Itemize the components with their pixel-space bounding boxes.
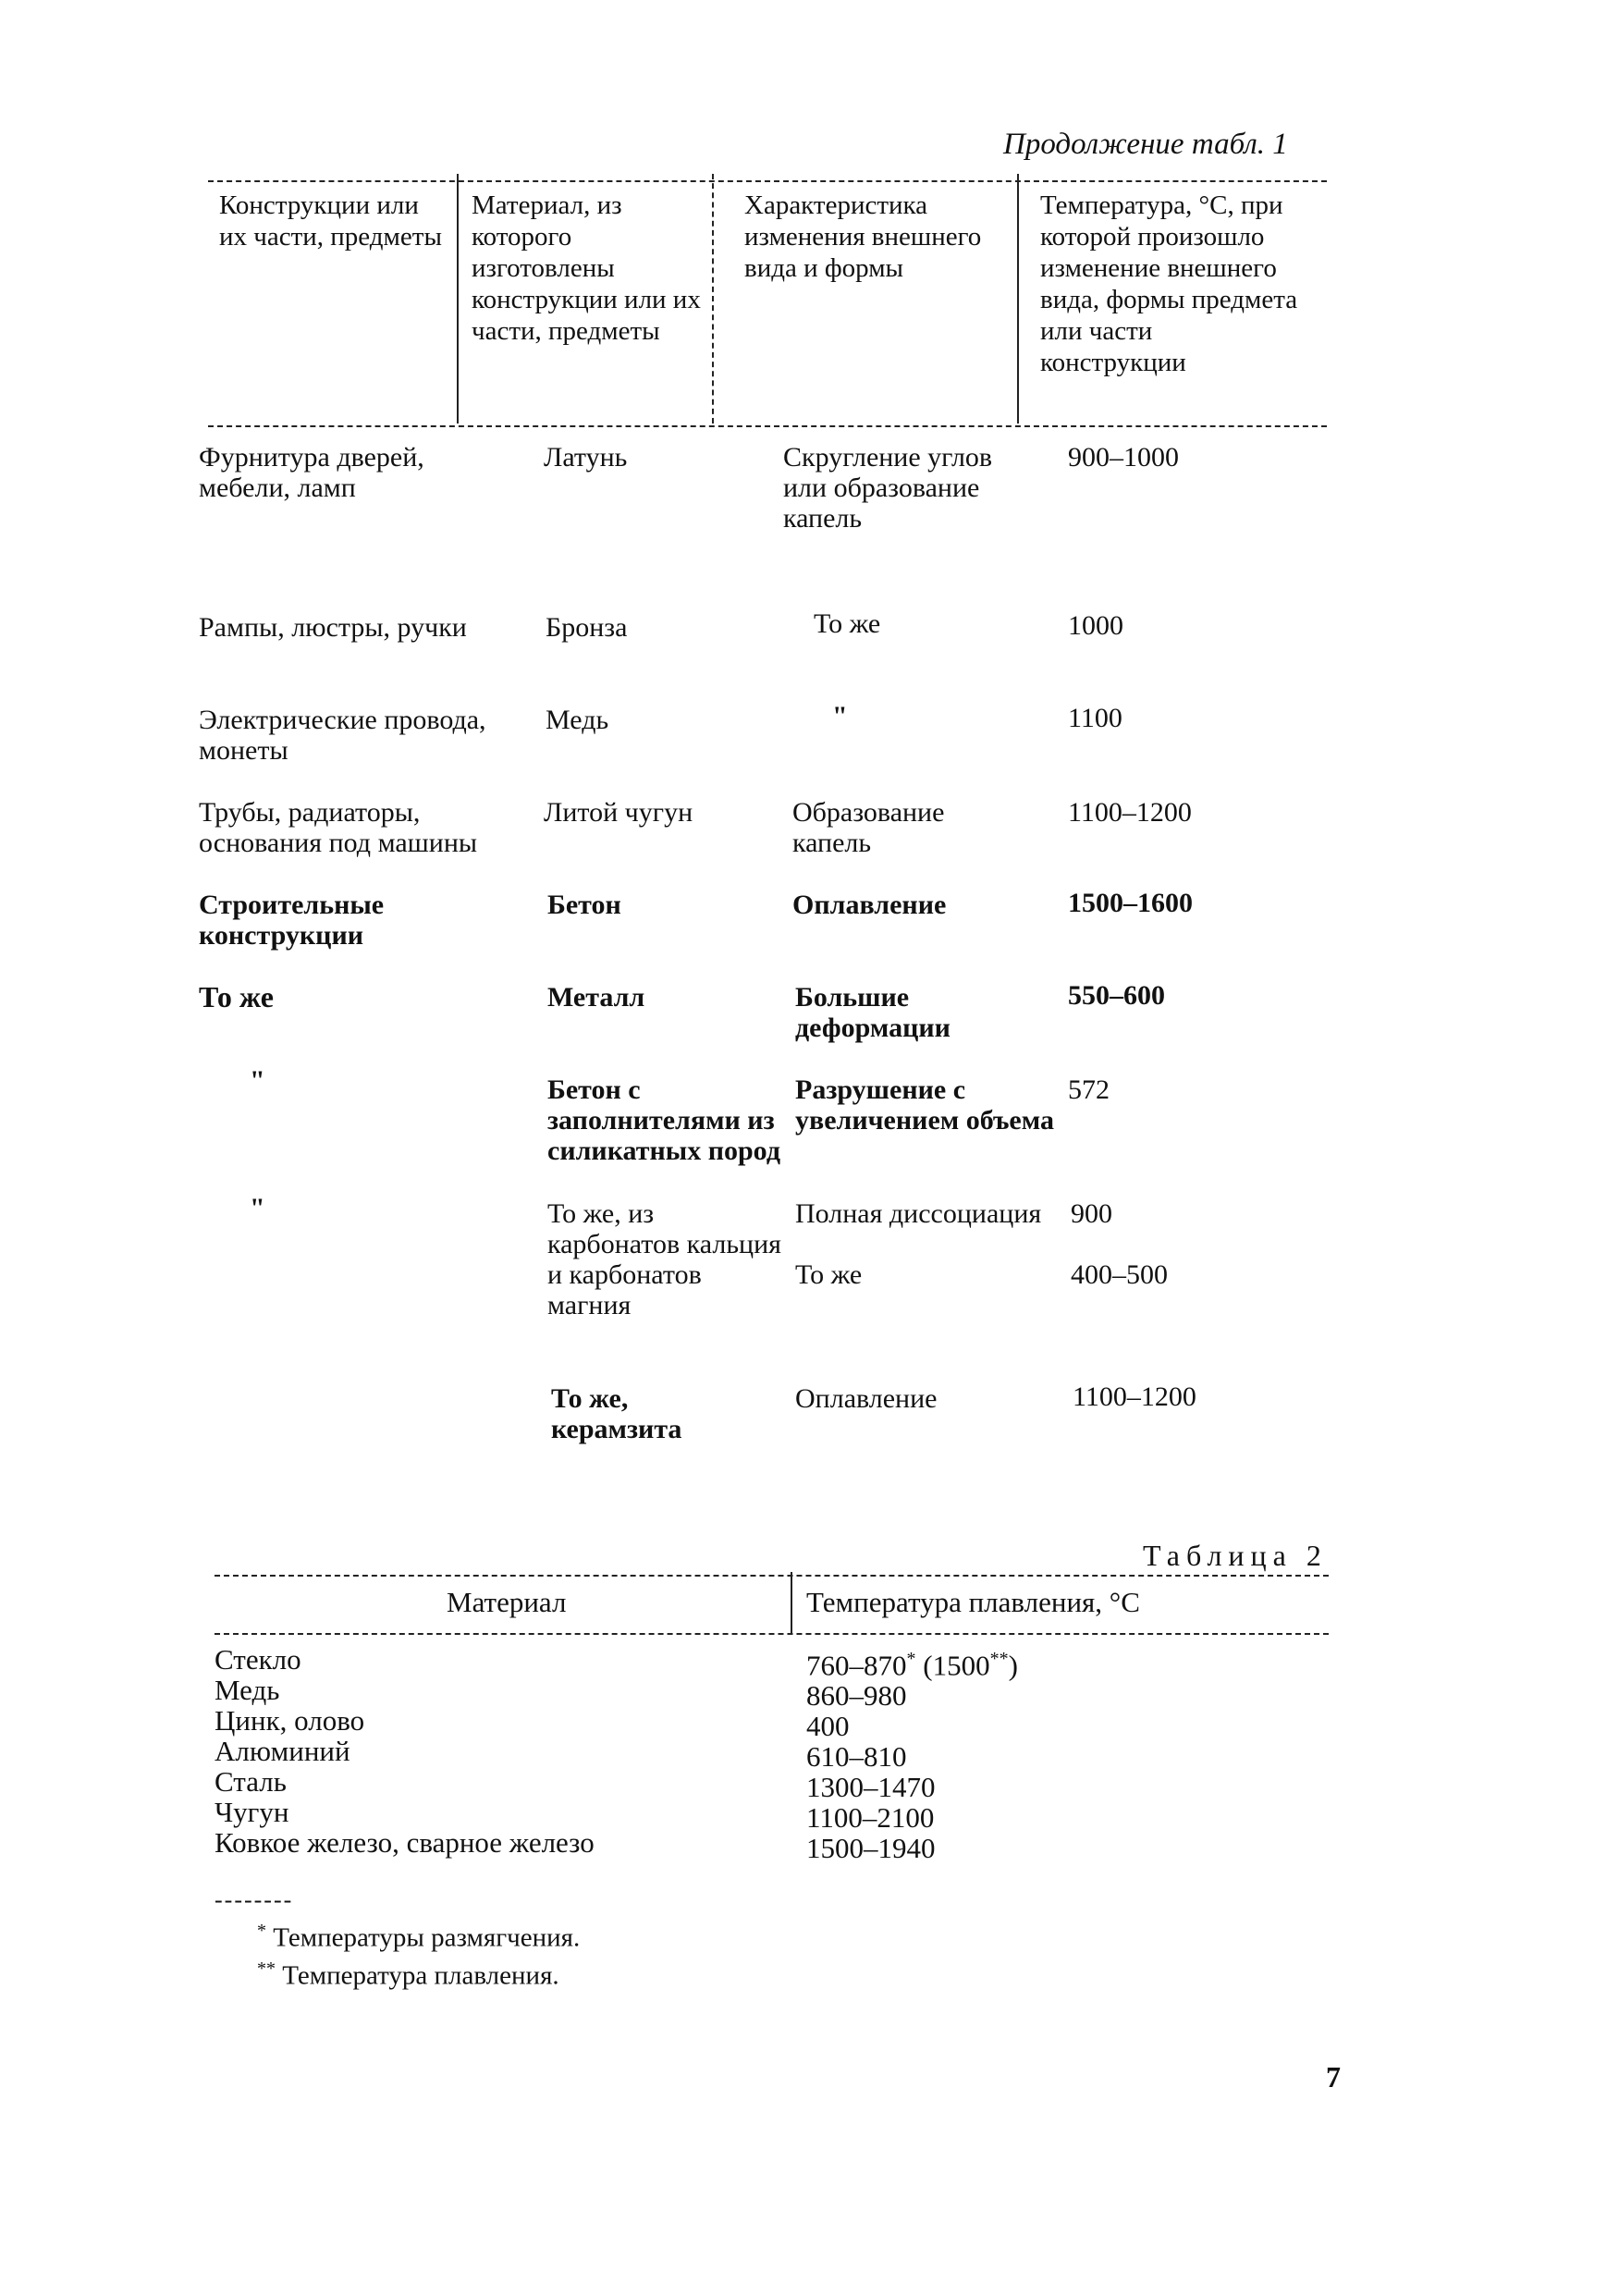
table-cell: Бетон bbox=[547, 890, 621, 920]
table2-temperature-column bbox=[806, 1644, 1018, 1863]
table1-divider-2 bbox=[712, 174, 714, 424]
table-cell: То же, керамзита bbox=[551, 1383, 682, 1444]
table-cell: 1100–1200 bbox=[1068, 797, 1192, 828]
table-cell: Медь bbox=[546, 705, 609, 735]
table-cell: Скругление углов или образование капель bbox=[783, 442, 993, 534]
footnote-item: * Температуры размягчения. bbox=[257, 1921, 581, 1953]
table2-title: Таблица 2 bbox=[1143, 1539, 1328, 1572]
table-cell: То же bbox=[199, 980, 274, 1013]
table2-material-column bbox=[215, 1644, 595, 1858]
table-cell: Литой чугун bbox=[544, 797, 693, 828]
list-item: Чугун bbox=[215, 1796, 289, 1828]
list-item: 400 bbox=[806, 1710, 850, 1743]
list-item: 1100–2100 bbox=[806, 1801, 935, 1835]
list-item: 610–810 bbox=[806, 1740, 907, 1774]
table-cell: То же, из карбонатов кальция bbox=[547, 1198, 781, 1259]
table-cell: Латунь bbox=[544, 442, 628, 473]
list-item: Стекло bbox=[215, 1643, 301, 1676]
table-cell: " bbox=[250, 1193, 265, 1223]
footnote-item: ** Температура плавления. bbox=[257, 1958, 559, 1991]
table-cell: 1100 bbox=[1068, 703, 1122, 733]
table2-header-temperature: Температура плавления, °С bbox=[806, 1586, 1140, 1618]
table2-top-rule bbox=[215, 1575, 1329, 1577]
table1-header-temperature: Температура, °С, при которой произошло изменение внешнего вида, формы предмета или части конструкции bbox=[1040, 190, 1298, 377]
table1-header-bottom-rule bbox=[208, 425, 1327, 427]
table-cell: Большие деформации bbox=[795, 982, 951, 1043]
table-cell: Металл bbox=[547, 982, 645, 1013]
table1-divider-3 bbox=[1017, 174, 1019, 424]
table-cell: 572 bbox=[1068, 1074, 1110, 1105]
table-cell: Трубы, радиаторы, основания под машины bbox=[199, 797, 478, 858]
table2-header-bottom-rule bbox=[215, 1633, 1329, 1635]
table-cell: 1100–1200 bbox=[1073, 1381, 1196, 1412]
list-item: 1300–1470 bbox=[806, 1771, 936, 1804]
table1-header-material: Материал, из которого изготовлены конструкции или их части, предметы bbox=[472, 190, 701, 346]
table2-header-material: Материал bbox=[447, 1586, 567, 1618]
list-item: 1500–1940 bbox=[806, 1832, 936, 1865]
table-cell: То же bbox=[814, 608, 881, 639]
list-item: Ковкое железо, сварное железо bbox=[215, 1826, 595, 1859]
page-number: 7 bbox=[1326, 2060, 1341, 2093]
table-cell: 1500–1600 bbox=[1068, 888, 1193, 918]
table-cell: Фурнитура дверей, мебели, ламп bbox=[199, 442, 424, 503]
table1-header-change: Характеристика изменения внешнего вида и формы bbox=[744, 190, 982, 283]
table-cell: Образование капель bbox=[792, 797, 945, 858]
list-item: 760–870* (1500**) bbox=[806, 1649, 1018, 1682]
table-cell: 1000 bbox=[1068, 610, 1123, 641]
list-item: Алюминий bbox=[215, 1735, 350, 1767]
table-cell: 400–500 bbox=[1071, 1259, 1168, 1290]
table2-divider bbox=[791, 1572, 792, 1635]
table-cell: 900 bbox=[1071, 1198, 1112, 1229]
table-cell: Электрические провода, монеты bbox=[199, 705, 486, 766]
footnote-separator: -------- bbox=[215, 1886, 294, 1913]
table-cell: 550–600 bbox=[1068, 980, 1165, 1011]
table-cell: Оплавление bbox=[792, 890, 947, 920]
table-cell: То же bbox=[795, 1259, 863, 1290]
table-cell: Полная диссоциация bbox=[795, 1198, 1042, 1229]
list-item: 860–980 bbox=[806, 1679, 907, 1713]
table1-header-structures: Конструкции или их части, предметы bbox=[219, 190, 442, 252]
table-cell: Оплавление bbox=[795, 1383, 938, 1414]
footnotes bbox=[257, 1916, 580, 1991]
table-cell: и карбонатов магния bbox=[547, 1259, 702, 1320]
table-cell: Разрушение с увеличением объема bbox=[795, 1074, 1054, 1136]
table1-divider-1 bbox=[457, 174, 459, 424]
list-item: Медь bbox=[215, 1674, 280, 1706]
continuation-label: Продолжение табл. 1 bbox=[1003, 128, 1288, 161]
table-cell: " bbox=[832, 701, 848, 731]
table1-top-rule bbox=[208, 180, 1327, 182]
list-item: Сталь bbox=[215, 1765, 287, 1798]
list-item: Цинк, олово bbox=[215, 1704, 365, 1737]
table-cell: Бронза bbox=[546, 612, 628, 643]
table-cell: 900–1000 bbox=[1068, 442, 1179, 473]
table-cell: Рампы, люстры, ручки bbox=[199, 612, 467, 643]
table-cell: Строительные конструкции bbox=[199, 890, 385, 951]
table-cell: Бетон с заполнителями из силикатных пород bbox=[547, 1074, 780, 1166]
table-cell: " bbox=[250, 1065, 265, 1096]
